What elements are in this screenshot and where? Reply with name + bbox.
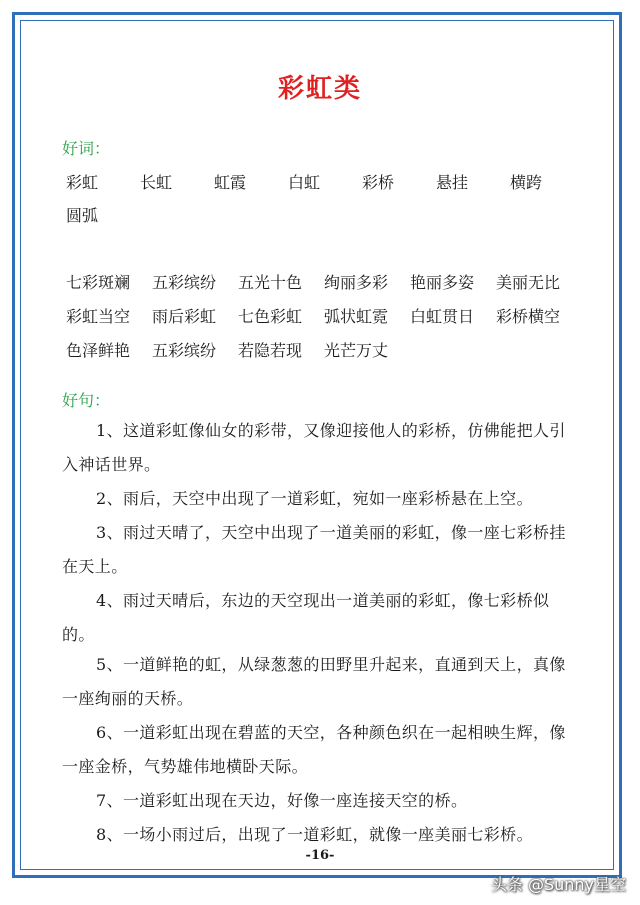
word-row-4 xyxy=(66,304,582,327)
watermark: 头条 @Sunny星空 xyxy=(490,875,626,894)
word-item: 美丽无比 xyxy=(496,273,561,292)
sentence-item: 2、雨后，天空中出现了一道彩虹，宛如一座彩桥悬在上空。 xyxy=(96,489,533,508)
word-item: 彩虹当空 xyxy=(66,307,131,326)
sentence-item: 1、这道彩虹像仙女的彩带，又像迎接他人的彩桥，仿佛能把人引入神话世界。 xyxy=(62,421,566,474)
word-item: 五彩缤纷 xyxy=(152,341,217,360)
word-item: 五光十色 xyxy=(238,273,303,292)
word-item: 悬挂 xyxy=(436,173,469,192)
word-item: 七色彩虹 xyxy=(238,307,303,326)
page-number: -16- xyxy=(305,848,335,863)
word-row-2 xyxy=(66,203,140,226)
word-item: 白虹 xyxy=(288,173,321,192)
word-item: 长虹 xyxy=(140,173,173,192)
word-item: 若隐若现 xyxy=(238,341,303,360)
sentence-item: 5、一道鲜艳的虹，从绿葱葱的田野里升起来，直通到天上，真像一座绚丽的天桥。 xyxy=(62,655,566,708)
good-sentences-label: 好句： xyxy=(62,391,111,410)
word-item: 圆弧 xyxy=(66,206,99,225)
word-item: 弧状虹霓 xyxy=(324,307,389,326)
word-item: 彩虹 xyxy=(66,173,99,192)
word-item: 光芒万丈 xyxy=(324,341,389,360)
word-item: 色泽鲜艳 xyxy=(66,341,131,360)
word-item: 五彩缤纷 xyxy=(152,273,217,292)
word-item: 绚丽多彩 xyxy=(324,273,389,292)
sentence-item: 8、一场小雨过后，出现了一道彩虹，就像一座美丽七彩桥。 xyxy=(96,825,533,844)
word-row-1 xyxy=(66,170,584,193)
word-item: 彩桥横空 xyxy=(496,307,561,326)
sentence-item: 4、雨过天晴后，东边的天空现出一道美丽的彩虹，像七彩桥似的。 xyxy=(62,591,550,644)
page-title: 彩虹类 xyxy=(277,74,362,104)
word-item: 雨后彩虹 xyxy=(152,307,217,326)
word-item: 艳丽多姿 xyxy=(410,273,475,292)
sentence-item: 7、一道彩虹出现在天边，好像一座连接天空的桥。 xyxy=(96,791,468,810)
word-item: 彩桥 xyxy=(362,173,395,192)
word-item: 七彩斑斓 xyxy=(66,273,131,292)
word-item: 虹霞 xyxy=(214,173,247,192)
good-words-label: 好词： xyxy=(62,139,111,158)
word-item: 横跨 xyxy=(510,173,543,192)
sentence-item: 3、雨过天晴了，天空中出现了一道美丽的彩虹，像一座七彩桥挂在天上。 xyxy=(62,523,566,576)
word-row-3 xyxy=(66,270,582,293)
word-item: 白虹贯日 xyxy=(410,307,475,326)
sentence-item: 6、一道彩虹出现在碧蓝的天空，各种颜色织在一起相映生辉，像一座金桥，气势雄伟地横卧天际。 xyxy=(62,723,566,776)
word-row-5 xyxy=(66,338,410,361)
